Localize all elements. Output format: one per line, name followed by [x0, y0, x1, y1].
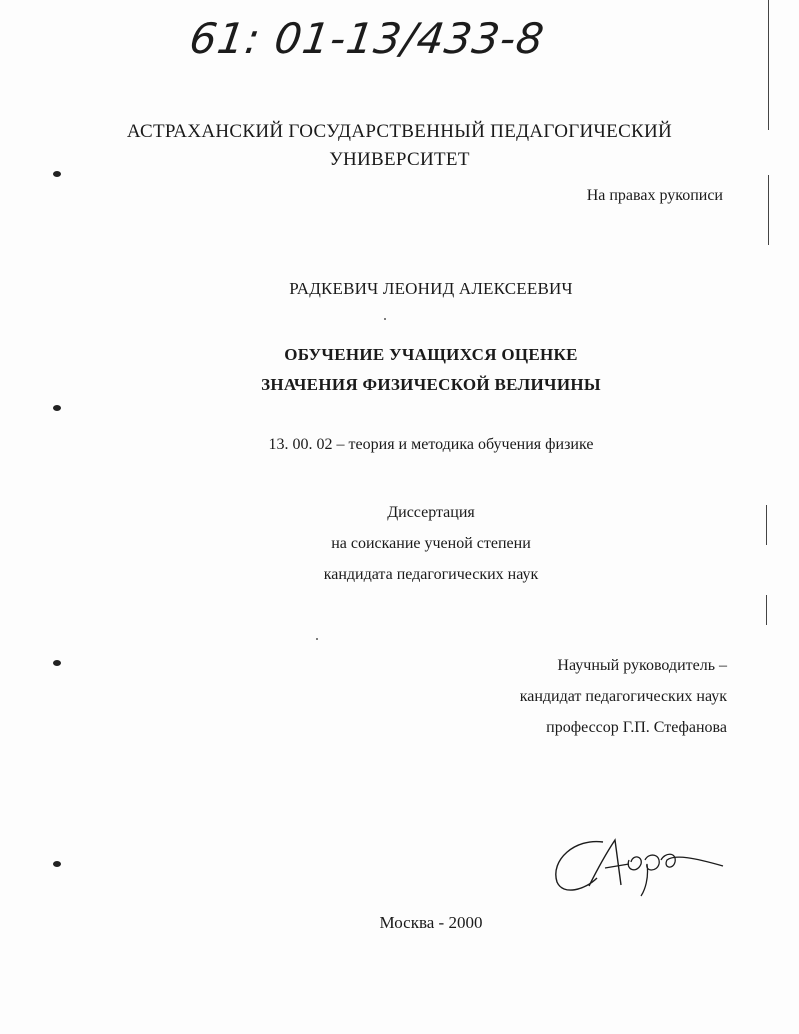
author-name: РАДКЕВИЧ ЛЕОНИД АЛЕКСЕЕВИЧ [289, 279, 573, 298]
dissertation-title [0, 340, 799, 400]
dissertation-line-1: Диссертация [387, 504, 475, 521]
handwritten-signature [545, 830, 725, 900]
supervisor-line-2: кандидат педагогических наук [519, 688, 727, 705]
dissertation-line-3: кандидата педагогических наук [323, 566, 539, 583]
university-line-1: АСТРАХАНСКИЙ ГОСУДАРСТВЕННЫЙ ПЕДАГОГИЧЕСКИЙ [126, 121, 673, 142]
city-year: Москва - 2000 [379, 913, 483, 932]
dissertation-degree-block [0, 497, 799, 590]
binder-mark-4 [52, 860, 62, 868]
binder-mark-2 [52, 404, 62, 412]
dissertation-line-2: на соискание ученой степени [331, 535, 531, 552]
title-line-2: ЗНАЧЕНИЯ ФИЗИЧЕСКОЙ ВЕЛИЧИНЫ [261, 375, 601, 394]
specialty-code: 13. 00. 02 – теория и методика обучения физике [268, 436, 594, 453]
manuscript-note: На правах рукописи [586, 187, 723, 204]
university-line-2: УНИВЕРСИТЕТ [329, 149, 470, 170]
scan-edge-line-4 [766, 595, 767, 625]
scan-speck [384, 318, 386, 320]
supervisor-block [520, 650, 727, 743]
title-line-1: ОБУЧЕНИЕ УЧАЩИХСЯ ОЦЕНКЕ [284, 345, 578, 364]
supervisor-line-1: Научный руководитель – [557, 657, 727, 674]
archive-code: 61: 01-13/433-8 [186, 14, 548, 63]
binder-mark-3 [52, 659, 62, 667]
university-header [0, 118, 799, 174]
scan-speck [316, 638, 318, 640]
supervisor-line-3: профессор Г.П. Стефанова [546, 719, 727, 736]
scan-edge-line-2 [768, 175, 769, 245]
scan-edge-line-1 [768, 0, 769, 130]
